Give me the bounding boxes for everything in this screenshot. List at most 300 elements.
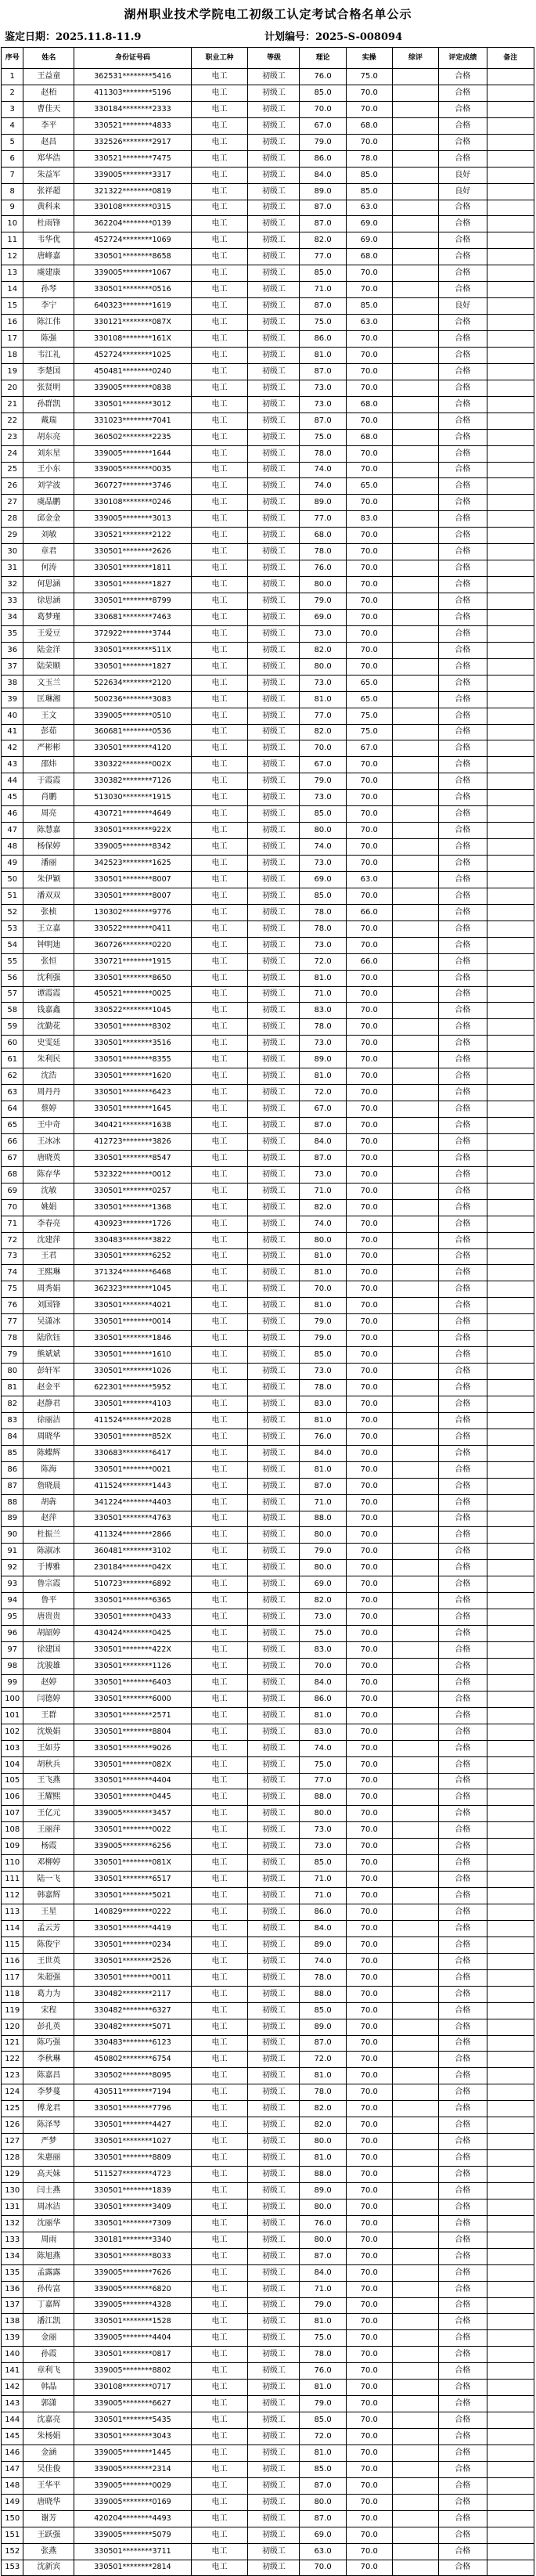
id-number-cell: 330501********6000 (74, 1691, 191, 1707)
column-header: 序号 (2, 48, 23, 69)
remarks-cell (487, 1756, 534, 1773)
overall-score-cell (392, 2084, 438, 2101)
table-row (2, 1872, 534, 1888)
practical-score-cell: 70.0 (346, 1855, 392, 1872)
level-cell: 初级工 (248, 2019, 300, 2035)
result-cell: 合格 (439, 495, 487, 511)
practical-score-cell: 70.0 (346, 2215, 392, 2232)
practical-score-cell: 70.0 (346, 2101, 392, 2117)
theory-score-cell: 77.0 (300, 511, 346, 528)
result-cell: 合格 (439, 2248, 487, 2264)
id-number-cell: 330501********8658 (74, 249, 191, 265)
table-row (2, 2396, 534, 2412)
candidate-name-cell: 沈丽华 (23, 2215, 74, 2232)
level-cell: 初级工 (248, 85, 300, 101)
table-row (2, 1019, 534, 1036)
level-cell: 初级工 (248, 2461, 300, 2477)
level-cell: 初级工 (248, 1068, 300, 1085)
candidate-name-cell: 陈淑冰 (23, 1544, 74, 1560)
theory-score-cell: 73.0 (300, 1364, 346, 1380)
overall-score-cell (392, 363, 438, 380)
result-cell: 合格 (439, 1969, 487, 1986)
theory-score-cell: 83.0 (300, 1642, 346, 1659)
candidate-name-cell: 潘丽 (23, 856, 74, 872)
row-number-cell: 133 (2, 2232, 23, 2248)
theory-score-cell: 84.0 (300, 1445, 346, 1461)
level-cell: 初级工 (248, 691, 300, 708)
occupation-cell: 电工 (191, 1019, 248, 1036)
practical-score-cell: 70.0 (346, 2297, 392, 2314)
occupation-cell: 电工 (191, 331, 248, 348)
table-row (2, 1380, 534, 1396)
candidate-name-cell: 韩晶 (23, 2380, 74, 2396)
candidate-name-cell: 王亿元 (23, 1806, 74, 1822)
candidate-name-cell: 赵金平 (23, 1380, 74, 1396)
id-number-cell: 339005********1067 (74, 265, 191, 282)
theory-score-cell: 73.0 (300, 1822, 346, 1839)
level-cell: 初级工 (248, 2264, 300, 2281)
theory-score-cell: 71.0 (300, 986, 346, 1003)
candidate-name-cell: 胡秋兵 (23, 1756, 74, 1773)
row-number-cell: 83 (2, 1412, 23, 1429)
remarks-cell (487, 2019, 534, 2035)
id-number-cell: 330501********8302 (74, 1019, 191, 1036)
theory-score-cell: 76.0 (300, 2363, 346, 2380)
practical-score-cell: 70.0 (346, 1888, 392, 1904)
theory-score-cell: 87.0 (300, 1150, 346, 1166)
result-cell: 合格 (439, 773, 487, 790)
theory-score-cell: 72.0 (300, 2052, 346, 2068)
level-cell: 初级工 (248, 2380, 300, 2396)
occupation-cell: 电工 (191, 2182, 248, 2199)
practical-score-cell: 70.0 (346, 2068, 392, 2084)
occupation-cell: 电工 (191, 478, 248, 495)
theory-score-cell: 87.0 (300, 216, 346, 232)
practical-score-cell: 70.0 (346, 1511, 392, 1527)
column-header: 实操 (346, 48, 392, 69)
level-cell: 初级工 (248, 642, 300, 658)
occupation-cell: 电工 (191, 1216, 248, 1232)
id-number-cell: 330501********4103 (74, 1396, 191, 1412)
occupation-cell: 电工 (191, 2560, 248, 2576)
overall-score-cell (392, 1511, 438, 1527)
candidate-name-cell: 朱益军 (23, 167, 74, 183)
result-cell: 合格 (439, 216, 487, 232)
level-cell: 初级工 (248, 1036, 300, 1052)
remarks-cell (487, 363, 534, 380)
theory-score-cell: 80.0 (300, 2199, 346, 2215)
practical-score-cell: 70.0 (346, 642, 392, 658)
remarks-cell (487, 773, 534, 790)
level-cell: 初级工 (248, 2444, 300, 2461)
table-row (2, 2199, 534, 2215)
remarks-cell (487, 970, 534, 986)
level-cell: 初级工 (248, 1724, 300, 1740)
id-number-cell: 511527********4723 (74, 2167, 191, 2183)
remarks-cell (487, 888, 534, 904)
result-cell: 合格 (439, 1527, 487, 1544)
id-number-cell: 140829********0222 (74, 1904, 191, 1921)
id-number-cell: 330501********1827 (74, 577, 191, 593)
table-row (2, 2494, 534, 2510)
candidate-name-cell: 刘敏 (23, 528, 74, 544)
practical-score-cell: 70.0 (346, 856, 392, 872)
theory-score-cell: 81.0 (300, 1068, 346, 1085)
table-row (2, 2330, 534, 2347)
theory-score-cell: 74.0 (300, 478, 346, 495)
table-row (2, 658, 534, 675)
overall-score-cell (392, 740, 438, 757)
table-row (2, 724, 534, 740)
table-row (2, 2444, 534, 2461)
id-number-cell: 339005********0838 (74, 380, 191, 396)
row-number-cell: 14 (2, 282, 23, 298)
level-cell: 初级工 (248, 315, 300, 331)
remarks-cell (487, 1839, 534, 1855)
result-cell: 合格 (439, 396, 487, 413)
theory-score-cell: 87.0 (300, 2477, 346, 2494)
level-cell: 初级工 (248, 2314, 300, 2330)
candidate-name-cell: 杜雨锋 (23, 216, 74, 232)
level-cell: 初级工 (248, 1396, 300, 1412)
level-cell: 初级工 (248, 1773, 300, 1789)
practical-score-cell: 70.0 (346, 2396, 392, 2412)
candidate-name-cell: 黄科来 (23, 200, 74, 216)
theory-score-cell: 84.0 (300, 2264, 346, 2281)
overall-score-cell (392, 2052, 438, 2068)
practical-score-cell: 66.0 (346, 953, 392, 970)
overall-score-cell (392, 2330, 438, 2347)
table-row (2, 1314, 534, 1331)
practical-score-cell: 70.0 (346, 2477, 392, 2494)
candidate-name-cell: 彭茹 (23, 724, 74, 740)
row-number-cell: 65 (2, 1118, 23, 1134)
row-number-cell: 70 (2, 1199, 23, 1216)
theory-score-cell: 86.0 (300, 331, 346, 348)
level-cell: 初级工 (248, 1150, 300, 1166)
theory-score-cell: 82.0 (300, 1593, 346, 1609)
occupation-cell: 电工 (191, 298, 248, 315)
result-cell: 合格 (439, 560, 487, 577)
overall-score-cell (392, 1118, 438, 1134)
result-cell: 合格 (439, 363, 487, 380)
level-cell: 初级工 (248, 609, 300, 625)
id-number-cell: 372922********3744 (74, 625, 191, 642)
result-cell: 合格 (439, 2215, 487, 2232)
result-cell: 合格 (439, 1789, 487, 1806)
practical-score-cell: 85.0 (346, 298, 392, 315)
theory-score-cell: 67.0 (300, 117, 346, 134)
occupation-cell: 电工 (191, 1920, 248, 1937)
id-number-cell: 330501********6423 (74, 1085, 191, 1101)
row-number-cell: 26 (2, 478, 23, 495)
id-number-cell: 330501********422X (74, 1642, 191, 1659)
candidate-name-cell: 王熙琳 (23, 1265, 74, 1281)
result-cell: 合格 (439, 921, 487, 937)
id-number-cell: 339005********5079 (74, 2527, 191, 2543)
theory-score-cell: 81.0 (300, 1461, 346, 1478)
id-number-cell: 420204********4493 (74, 2510, 191, 2527)
result-cell: 合格 (439, 1265, 487, 1281)
id-number-cell: 330501********3012 (74, 396, 191, 413)
remarks-cell (487, 953, 534, 970)
theory-score-cell: 68.0 (300, 528, 346, 544)
theory-score-cell: 77.0 (300, 708, 346, 724)
row-number-cell: 3 (2, 101, 23, 117)
level-cell: 初级工 (248, 1593, 300, 1609)
practical-score-cell: 70.0 (346, 1822, 392, 1839)
practical-score-cell: 70.0 (346, 2429, 392, 2445)
table-row (2, 150, 534, 167)
result-cell: 合格 (439, 462, 487, 478)
theory-score-cell: 79.0 (300, 2396, 346, 2412)
remarks-cell (487, 2035, 534, 2052)
occupation-cell: 电工 (191, 249, 248, 265)
id-number-cell: 360481********3102 (74, 1544, 191, 1560)
table-row (2, 2429, 534, 2445)
level-cell: 初级工 (248, 1740, 300, 1756)
row-number-cell: 53 (2, 921, 23, 937)
result-cell: 合格 (439, 1937, 487, 1953)
occupation-cell: 电工 (191, 2264, 248, 2281)
candidate-name-cell: 孟云芳 (23, 1920, 74, 1937)
overall-score-cell (392, 2380, 438, 2396)
result-cell: 合格 (439, 134, 487, 150)
remarks-cell (487, 1298, 534, 1314)
occupation-cell: 电工 (191, 1593, 248, 1609)
overall-score-cell (392, 790, 438, 806)
overall-score-cell (392, 2347, 438, 2363)
level-cell: 初级工 (248, 1789, 300, 1806)
table-row (2, 1789, 534, 1806)
table-row (2, 413, 534, 429)
practical-score-cell: 70.0 (346, 2248, 392, 2264)
candidate-name-cell: 沈勤花 (23, 1019, 74, 1036)
result-cell: 合格 (439, 2101, 487, 2117)
id-number-cell: 330501********3409 (74, 2199, 191, 2215)
practical-score-cell: 70.0 (346, 970, 392, 986)
id-number-cell: 330108********161X (74, 331, 191, 348)
candidate-name-cell: 陈旭燕 (23, 2248, 74, 2264)
occupation-cell: 电工 (191, 1839, 248, 1855)
candidate-name-cell: 虞晶鹏 (23, 495, 74, 511)
overall-score-cell (392, 1806, 438, 1822)
id-number-cell: 500236********3083 (74, 691, 191, 708)
column-header: 理论 (300, 48, 346, 69)
overall-score-cell (392, 1773, 438, 1789)
level-cell: 初级工 (248, 1364, 300, 1380)
level-cell: 初级工 (248, 2412, 300, 2429)
overall-score-cell (392, 216, 438, 232)
theory-score-cell: 81.0 (300, 2314, 346, 2330)
table-row (2, 1626, 534, 1642)
overall-score-cell (392, 315, 438, 331)
result-cell: 合格 (439, 1839, 487, 1855)
practical-score-cell: 70.0 (346, 1593, 392, 1609)
overall-score-cell (392, 150, 438, 167)
result-cell: 合格 (439, 1920, 487, 1937)
occupation-cell: 电工 (191, 1052, 248, 1068)
occupation-cell: 电工 (191, 1822, 248, 1839)
remarks-cell (487, 1445, 534, 1461)
result-cell: 合格 (439, 2182, 487, 2199)
id-number-cell: 339005********7626 (74, 2264, 191, 2281)
result-cell: 合格 (439, 1478, 487, 1494)
candidate-name-cell: 王冰冰 (23, 1133, 74, 1150)
occupation-cell: 电工 (191, 1674, 248, 1691)
candidate-name-cell: 沈建萍 (23, 1232, 74, 1248)
candidate-name-cell: 李宁 (23, 298, 74, 315)
candidate-name-cell: 严梦 (23, 2134, 74, 2150)
table-row (2, 200, 534, 216)
theory-score-cell: 81.0 (300, 2068, 346, 2084)
overall-score-cell (392, 1986, 438, 2002)
practical-score-cell: 70.0 (346, 1969, 392, 1986)
level-cell: 初级工 (248, 2494, 300, 2510)
practical-score-cell: 70.0 (346, 1085, 392, 1101)
table-row (2, 773, 534, 790)
table-row (2, 790, 534, 806)
result-cell: 合格 (439, 1019, 487, 1036)
overall-score-cell (392, 1707, 438, 1724)
remarks-cell (487, 2199, 534, 2215)
remarks-cell (487, 1478, 534, 1494)
occupation-cell: 电工 (191, 1380, 248, 1396)
result-cell: 合格 (439, 2068, 487, 2084)
occupation-cell: 电工 (191, 429, 248, 445)
row-number-cell: 24 (2, 445, 23, 462)
remarks-cell (487, 1691, 534, 1707)
overall-score-cell (392, 888, 438, 904)
overall-score-cell (392, 396, 438, 413)
row-number-cell: 91 (2, 1544, 23, 1560)
result-cell: 合格 (439, 1724, 487, 1740)
id-number-cell: 339005********6256 (74, 1839, 191, 1855)
practical-score-cell: 70.0 (346, 1937, 392, 1953)
theory-score-cell: 80.0 (300, 1232, 346, 1248)
remarks-cell (487, 2134, 534, 2150)
remarks-cell (487, 1199, 534, 1216)
result-cell: 合格 (439, 675, 487, 691)
id-number-cell: 342523********1625 (74, 856, 191, 872)
result-cell: 合格 (439, 1003, 487, 1019)
table-row (2, 1756, 534, 1773)
result-cell: 合格 (439, 265, 487, 282)
theory-score-cell: 79.0 (300, 773, 346, 790)
table-row (2, 1642, 534, 1659)
table-row (2, 511, 534, 528)
result-cell: 合格 (439, 2347, 487, 2363)
table-row (2, 2019, 534, 2035)
id-number-cell: 330322********002X (74, 757, 191, 773)
row-number-cell: 80 (2, 1364, 23, 1380)
theory-score-cell: 75.0 (300, 1756, 346, 1773)
occupation-cell: 电工 (191, 1904, 248, 1921)
result-cell: 合格 (439, 1150, 487, 1166)
result-cell: 合格 (439, 347, 487, 363)
theory-score-cell: 88.0 (300, 1789, 346, 1806)
occupation-cell: 电工 (191, 2347, 248, 2363)
remarks-cell (487, 658, 534, 675)
candidate-name-cell: 赵婷 (23, 1674, 74, 1691)
id-number-cell: 330483********6123 (74, 2035, 191, 2052)
theory-score-cell: 75.0 (300, 429, 346, 445)
remarks-cell (487, 1920, 534, 1937)
overall-score-cell (392, 2035, 438, 2052)
table-row (2, 937, 534, 953)
result-cell: 合格 (439, 69, 487, 85)
level-cell: 初级工 (248, 429, 300, 445)
row-number-cell: 5 (2, 134, 23, 150)
candidate-name-cell: 李春亮 (23, 1216, 74, 1232)
row-number-cell: 33 (2, 593, 23, 610)
table-row (2, 2035, 534, 2052)
candidate-name-cell: 韦江礼 (23, 347, 74, 363)
row-number-cell: 116 (2, 1953, 23, 1969)
candidate-name-cell: 王中奇 (23, 1118, 74, 1134)
table-row (2, 1298, 534, 1314)
level-cell: 初级工 (248, 1118, 300, 1134)
table-row (2, 462, 534, 478)
candidate-name-cell: 赵萍 (23, 1511, 74, 1527)
remarks-cell (487, 1019, 534, 1036)
practical-score-cell: 63.0 (346, 200, 392, 216)
row-number-cell: 138 (2, 2314, 23, 2330)
result-cell: 合格 (439, 200, 487, 216)
remarks-cell (487, 2068, 534, 2084)
overall-score-cell (392, 183, 438, 200)
theory-score-cell: 78.0 (300, 445, 346, 462)
remarks-cell (487, 2543, 534, 2560)
practical-score-cell: 65.0 (346, 675, 392, 691)
candidate-name-cell: 郭潇 (23, 2396, 74, 2412)
id-number-cell: 330501********0433 (74, 1609, 191, 1626)
remarks-cell (487, 1527, 534, 1544)
candidate-name-cell: 胡东亮 (23, 429, 74, 445)
occupation-cell: 电工 (191, 315, 248, 331)
level-cell: 初级工 (248, 724, 300, 740)
occupation-cell: 电工 (191, 2429, 248, 2445)
candidate-name-cell: 王文 (23, 708, 74, 724)
overall-score-cell (392, 2167, 438, 2183)
level-cell: 初级工 (248, 1806, 300, 1822)
id-number-cell: 330501********4419 (74, 1920, 191, 1937)
row-number-cell: 42 (2, 740, 23, 757)
occupation-cell: 电工 (191, 1478, 248, 1494)
result-cell: 合格 (439, 1429, 487, 1445)
theory-score-cell: 70.0 (300, 2560, 346, 2576)
theory-score-cell: 89.0 (300, 1052, 346, 1068)
id-number-cell: 339005********0029 (74, 2477, 191, 2494)
occupation-cell: 电工 (191, 1953, 248, 1969)
practical-score-cell: 70.0 (346, 2314, 392, 2330)
candidate-name-cell: 朱杨娟 (23, 2429, 74, 2445)
theory-score-cell: 81.0 (300, 1248, 346, 1265)
result-cell: 合格 (439, 823, 487, 839)
row-number-cell: 151 (2, 2527, 23, 2543)
id-number-cell: 360726********0220 (74, 937, 191, 953)
overall-score-cell (392, 1232, 438, 1248)
id-number-cell: 430721********4649 (74, 806, 191, 823)
overall-score-cell (392, 2363, 438, 2380)
remarks-cell (487, 1953, 534, 1969)
remarks-cell (487, 2297, 534, 2314)
practical-score-cell: 63.0 (346, 315, 392, 331)
remarks-cell (487, 216, 534, 232)
row-number-cell: 114 (2, 1920, 23, 1937)
candidate-name-cell: 唐晓华 (23, 2494, 74, 2510)
overall-score-cell (392, 2297, 438, 2314)
